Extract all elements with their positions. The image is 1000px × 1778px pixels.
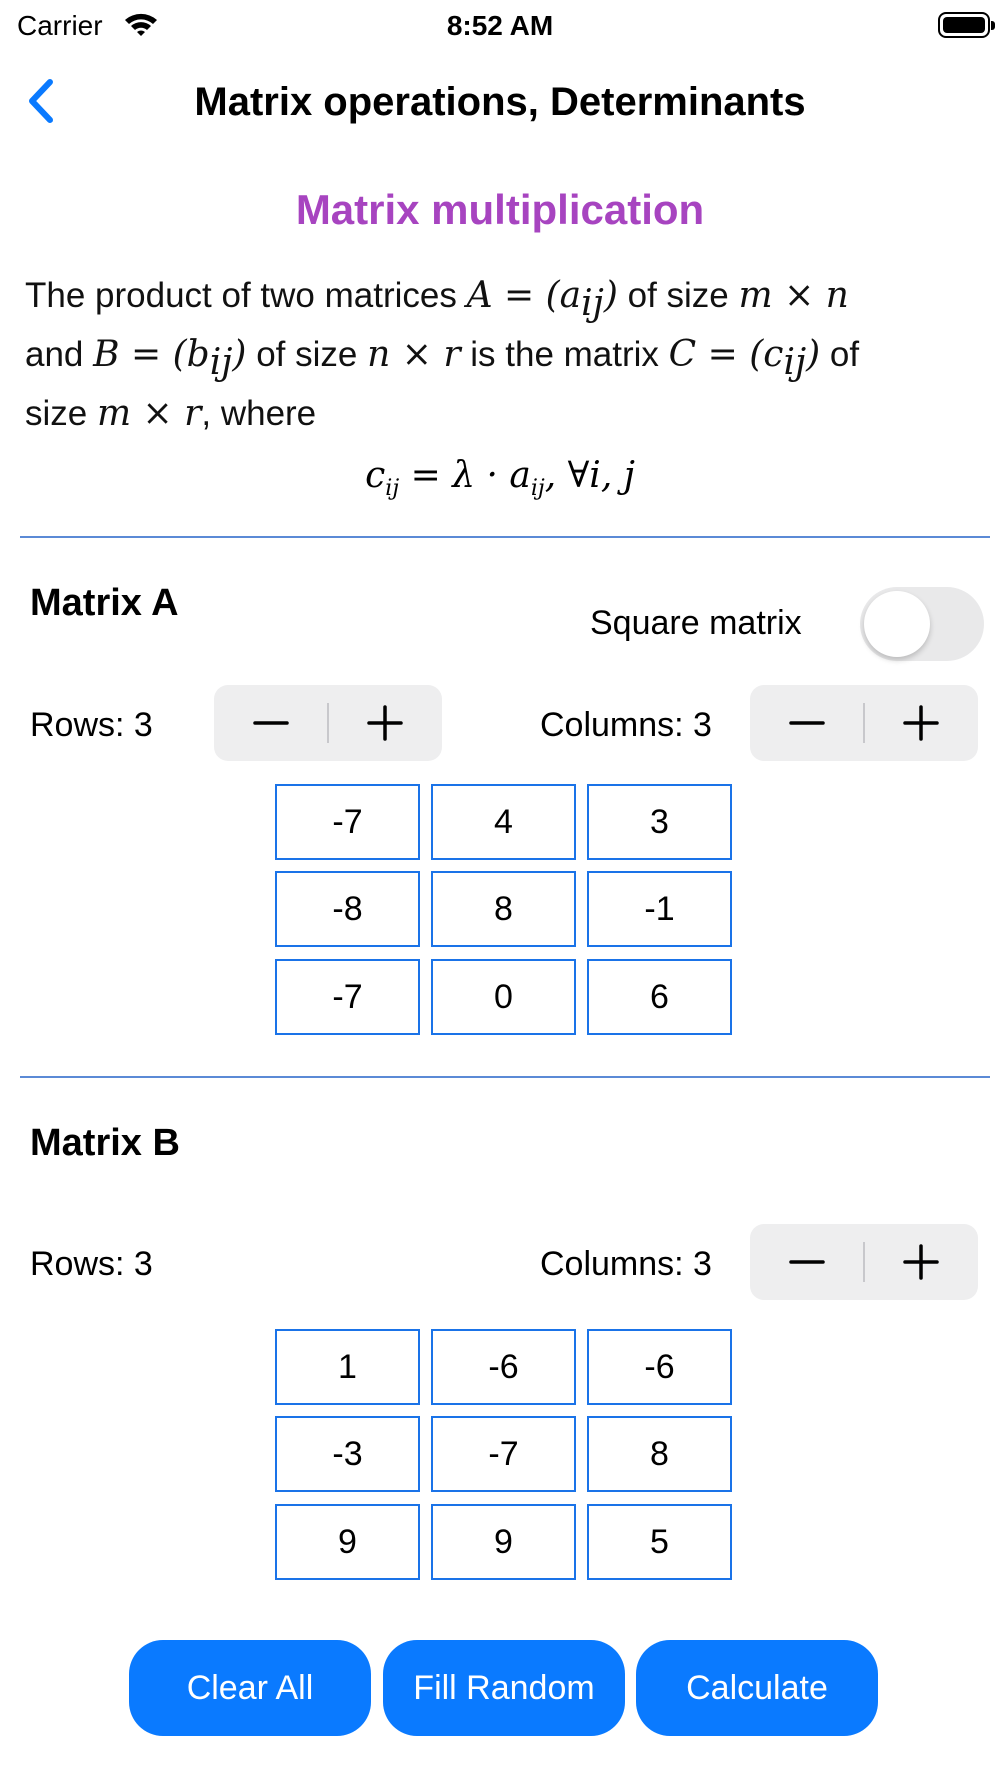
- matrix-b-cell[interactable]: -6: [431, 1329, 576, 1405]
- matrix-b-cell[interactable]: 9: [275, 1504, 420, 1580]
- battery-icon: [938, 12, 990, 38]
- carrier-label: Carrier: [17, 10, 103, 41]
- matrix-b-cell[interactable]: -6: [587, 1329, 732, 1405]
- clear-all-button[interactable]: Clear All: [129, 1640, 371, 1736]
- matrix-b-columns-stepper: [750, 1224, 978, 1300]
- matrix-b-cell[interactable]: -3: [275, 1416, 420, 1492]
- matrix-a-columns-label: Columns: 3: [540, 706, 712, 744]
- definition-text: The product of two matrices $A = (a_{ij})$ of size m × n and $B = (b_{ij})$ of size n × r is the matrix $C = (c_{ij})$ of size m × r, where: [25, 275, 860, 434]
- matrix-a-cell[interactable]: 6: [587, 959, 732, 1035]
- matrix-a-columns-stepper: [750, 685, 978, 761]
- matrix-b-cell[interactable]: 1: [275, 1329, 420, 1405]
- matrix-a-rows-label: Rows: 3: [30, 706, 153, 744]
- clock: 8:52 AM: [446, 10, 554, 41]
- matrix-a-heading: Matrix A: [30, 582, 179, 624]
- status-bar: [0, 0, 1000, 50]
- plus-icon: [903, 1244, 939, 1280]
- minus-icon: [789, 1244, 825, 1280]
- matrix-b-cell[interactable]: 8: [587, 1416, 732, 1492]
- matrix-b-cell[interactable]: 5: [587, 1504, 732, 1580]
- minus-icon: [253, 705, 289, 741]
- fill-random-button[interactable]: Fill Random: [383, 1640, 625, 1736]
- matrix-a-cell[interactable]: -7: [275, 959, 420, 1035]
- toggle-knob: [864, 591, 930, 657]
- matrix-b-cell[interactable]: 9: [431, 1504, 576, 1580]
- matrix-b-cell[interactable]: -7: [431, 1416, 576, 1492]
- matrix-a-cell[interactable]: 8: [431, 871, 576, 947]
- page-title: Matrix operations, Determinants: [194, 80, 806, 124]
- matrix-b-columns-decrement[interactable]: [750, 1224, 864, 1300]
- matrix-a-cell[interactable]: -7: [275, 784, 420, 860]
- divider: [20, 536, 990, 538]
- matrix-a-rows-decrement[interactable]: [214, 685, 328, 761]
- matrix-a-cell[interactable]: 0: [431, 959, 576, 1035]
- plus-icon: [367, 705, 403, 741]
- matrix-a-rows-stepper: [214, 685, 442, 761]
- square-matrix-toggle[interactable]: [860, 587, 984, 661]
- plus-icon: [903, 705, 939, 741]
- formula: $c_{ij} = \lambda \cdot a_{ij}$, ∀i, j: [365, 455, 635, 502]
- matrix-a-cell[interactable]: -1: [587, 871, 732, 947]
- divider: [20, 1076, 990, 1078]
- matrix-b-columns-increment[interactable]: [864, 1224, 978, 1300]
- matrix-a-rows-increment[interactable]: [328, 685, 442, 761]
- matrix-b-heading: Matrix B: [30, 1122, 180, 1164]
- matrix-b-columns-label: Columns: 3: [540, 1245, 712, 1283]
- matrix-a-cell[interactable]: 4: [431, 784, 576, 860]
- minus-icon: [789, 705, 825, 741]
- square-matrix-label: Square matrix: [590, 604, 802, 642]
- matrix-a-cell[interactable]: 3: [587, 784, 732, 860]
- calculate-button[interactable]: Calculate: [636, 1640, 878, 1736]
- matrix-a-cell[interactable]: -8: [275, 871, 420, 947]
- matrix-a-columns-increment[interactable]: [864, 685, 978, 761]
- matrix-b-rows-label: Rows: 3: [30, 1245, 153, 1283]
- navigation-bar: [0, 60, 1000, 140]
- matrix-a-columns-decrement[interactable]: [750, 685, 864, 761]
- section-title: Matrix multiplication: [295, 186, 705, 233]
